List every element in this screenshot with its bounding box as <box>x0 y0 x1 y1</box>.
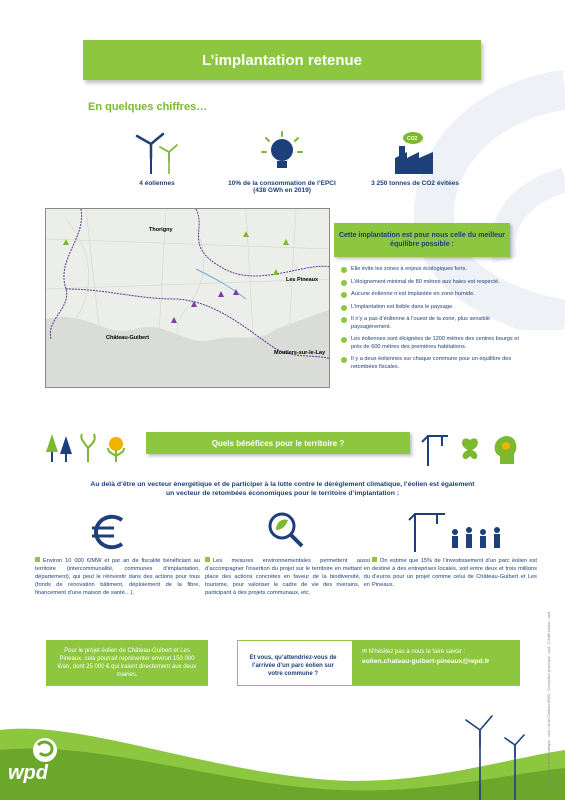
benefits-heading: Quels bénéfices pour le territoire ? <box>146 432 410 454</box>
list-item: Elle évite les zones à enjeux écologiques forts. <box>341 266 521 274</box>
euro-icon <box>90 512 130 552</box>
equilibrium-list <box>341 266 521 376</box>
equilibrium-heading: Cette implantation est pour nous celle du meilleur équilibre possible : <box>334 223 510 257</box>
list-item: L’éloignement minimal de 80 mètres aux haies est respecté. <box>341 279 521 287</box>
check-icon <box>341 357 347 363</box>
list-item: Aucune éolienne n’est implantée en zone humide. <box>341 291 521 299</box>
factory-co2-icon <box>385 130 445 174</box>
list-item: Il n’y a pas d’éolienne à l’ouest de la zone, plus sensible paysagèrement. <box>341 316 521 331</box>
check-icon <box>341 337 347 343</box>
figure-consumption-text: 10% de la consommation de l’EPCI (438 GWh en 2019) <box>228 180 336 194</box>
crane-people-icon <box>405 508 505 552</box>
bullet-square-icon <box>205 557 210 562</box>
check-icon <box>341 280 347 286</box>
brand-logo-text: wpd <box>8 762 48 784</box>
figure-co2-text: 3 250 tonnes de CO2 évitées <box>371 180 459 187</box>
list-item: Les éoliennes sont éloignées de 1200 mètres des centres bourgs et près de 600 mètres des premières habitations. <box>341 336 521 351</box>
benefits-intro: Au delà d’être un vecteur énergétique et de participer à la lutte contre le dérèglement climatique, l’éolien est également un vecteur de retombées économiques pour le territoire d’implantation : <box>90 481 475 498</box>
wind-turbine-icon <box>127 130 187 174</box>
benefit-column-tax: Environ 10 000 €/MW et par an de fiscalité bénéficiant au territoire (intercommunalité, communes d’implantation, département), qui peut le réinvestir dans des actions pour tous (fonds de rénovation bâtiment, déploiement de la fibre, financement d’une maison de santé…). <box>35 558 200 596</box>
contact-email-link[interactable]: eolien.chateau-guibert-pineaux@wpd.fr <box>362 658 490 665</box>
list-item: Il y a deux éoliennes sur chaque commune pour un équilibre des retombées fiscales. <box>341 356 521 371</box>
site-map <box>45 208 330 388</box>
figure-consumption <box>222 130 342 194</box>
bullet-square-icon <box>35 557 40 562</box>
check-icon <box>341 317 347 323</box>
check-icon <box>341 292 347 298</box>
footer-decoration <box>0 690 565 800</box>
map-label-chateau-guibert: Château-Guibert <box>106 335 150 341</box>
figure-turbines <box>97 130 217 187</box>
list-item: L’implantation est lisible dans le paysage. <box>341 304 521 312</box>
crane-butterfly-head-icons <box>418 432 522 466</box>
check-icon <box>341 305 347 311</box>
light-bulb-icon <box>252 130 312 174</box>
wpd-logo-icon <box>22 735 68 765</box>
svg-text:CO2: CO2 <box>407 136 418 142</box>
benefit-column-environment: Les mesures environnementales permettent aussi d’accompagner l’insertion du projet sur le territoire en mettant en place des actions concrètes en faveur de la biodiversité, du tourisme, pour valoriser le cadre de vie des riverains, en participant à des projets communaux, etc. <box>205 558 370 596</box>
benefit-column-local-business: On estime que 15% de l’investissement d’un parc éolien est destiné à des entreprises locales, soit entre deux et trois millions d’euros pour un projet comme celui de Château-Guibert et Les Pineaux. <box>372 558 537 588</box>
map-label-moutiers: Moutiers-sur-le-Lay <box>274 350 326 356</box>
bullet-square-icon <box>372 557 377 562</box>
check-icon <box>341 267 347 273</box>
map-label-les-pineaux: Les Pineaux <box>286 277 319 283</box>
figures-heading: En quelques chiffres… <box>88 101 208 113</box>
figure-turbines-text: 4 éoliennes <box>139 180 175 187</box>
page-title: L’implantation retenue <box>83 40 481 80</box>
trees-leaf-icons <box>44 432 140 466</box>
project-estimate-box: Pour le projet éolien de Château-Guibert et Les Pineaux, cela pourrait représenter environ 150 000 €/an, dont 25 000 € qui iraient directement aux deux mairies. <box>46 640 208 686</box>
contact-box <box>352 640 520 686</box>
side-legal-text: Ne pas jeter sur la voie publique - wpd, rue du Château 85200 - Conception graphique : wpd - Crédits photos : wpd <box>547 611 551 790</box>
figure-co2 <box>355 130 475 187</box>
map-label-thorigny: Thorigny <box>149 227 173 233</box>
map-illustration <box>46 209 330 388</box>
contact-prompt: ✉ N’hésitez pas à nous le faire savoir : <box>362 649 466 655</box>
magnifier-leaf-icon <box>266 510 306 552</box>
contact-question: Et vous, qu’attendriez-vous de l’arrivée d’un parc éolien sur votre commune ? <box>249 655 337 678</box>
